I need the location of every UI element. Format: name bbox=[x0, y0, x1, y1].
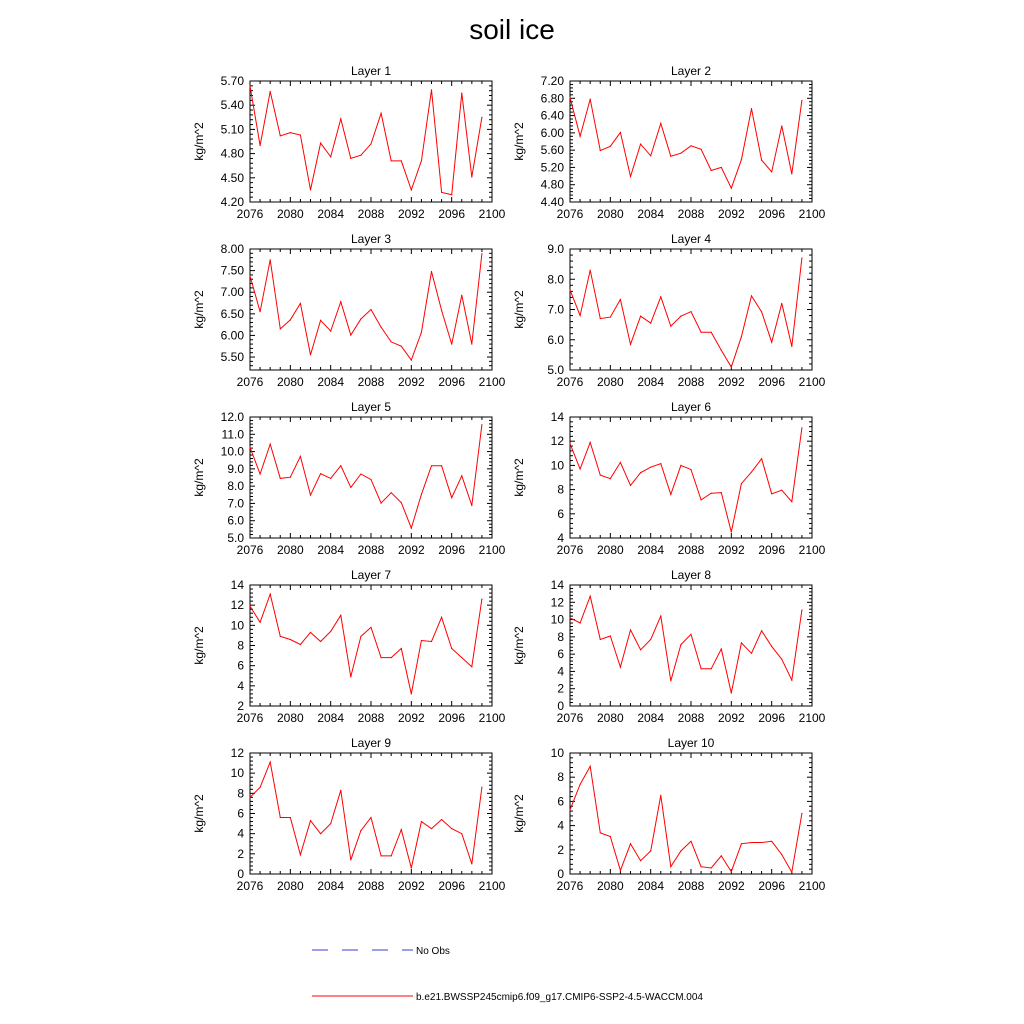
x-tick-label: 2100 bbox=[478, 375, 506, 389]
page-title: soil ice bbox=[469, 14, 555, 45]
x-tick-label: 2100 bbox=[798, 543, 826, 557]
y-axis-label: kg/m^2 bbox=[192, 290, 206, 329]
x-tick-label: 2084 bbox=[637, 375, 665, 389]
y-axis-label: kg/m^2 bbox=[512, 458, 526, 497]
x-tick-label: 2084 bbox=[317, 879, 345, 893]
x-tick-label: 2092 bbox=[397, 543, 425, 557]
x-tick-label: 2076 bbox=[236, 375, 264, 389]
x-tick-label: 2088 bbox=[677, 879, 705, 893]
y-tick-label: 6.00 bbox=[220, 328, 244, 343]
panel-title: Layer 2 bbox=[670, 64, 712, 78]
y-tick-label: 4 bbox=[557, 818, 564, 833]
y-tick-label: 0 bbox=[237, 867, 244, 881]
x-tick-label: 2088 bbox=[357, 375, 385, 389]
x-tick-label: 2080 bbox=[276, 207, 304, 221]
y-tick-label: 4.80 bbox=[220, 146, 244, 161]
x-tick-label: 2088 bbox=[357, 879, 385, 893]
x-tick-label: 2084 bbox=[637, 879, 665, 893]
y-tick-label: 8 bbox=[237, 786, 244, 801]
y-tick-label: 8 bbox=[557, 770, 564, 785]
y-tick-label: 10 bbox=[230, 618, 244, 633]
x-tick-label: 2084 bbox=[637, 543, 665, 557]
x-tick-label: 2092 bbox=[717, 207, 745, 221]
x-tick-label: 2080 bbox=[596, 375, 624, 389]
y-tick-label: 14 bbox=[550, 410, 564, 424]
y-tick-label: 5.50 bbox=[220, 350, 244, 365]
y-tick-label: 8.00 bbox=[220, 242, 244, 256]
x-tick-label: 2092 bbox=[397, 879, 425, 893]
x-tick-label: 2084 bbox=[317, 543, 345, 557]
x-tick-label: 2100 bbox=[478, 207, 506, 221]
x-tick-label: 2092 bbox=[397, 375, 425, 389]
y-axis-label: kg/m^2 bbox=[512, 626, 526, 665]
panel-title: Layer 9 bbox=[350, 736, 392, 750]
y-tick-label: 4.20 bbox=[220, 195, 244, 209]
y-tick-label: 8 bbox=[557, 482, 564, 497]
y-tick-label: 6 bbox=[237, 658, 244, 673]
x-tick-label: 2100 bbox=[798, 375, 826, 389]
x-tick-label: 2100 bbox=[798, 711, 826, 725]
x-tick-label: 2100 bbox=[478, 711, 506, 725]
y-tick-label: 5.20 bbox=[540, 160, 564, 175]
x-tick-label: 2088 bbox=[357, 207, 385, 221]
x-tick-label: 2080 bbox=[596, 543, 624, 557]
x-tick-label: 2096 bbox=[758, 711, 786, 725]
x-tick-label: 2088 bbox=[357, 543, 385, 557]
x-tick-label: 2084 bbox=[637, 207, 665, 221]
y-axis-label: kg/m^2 bbox=[192, 122, 206, 161]
x-tick-label: 2088 bbox=[677, 543, 705, 557]
x-tick-label: 2096 bbox=[758, 375, 786, 389]
y-tick-label: 4 bbox=[557, 664, 564, 679]
y-tick-label: 8.0 bbox=[547, 272, 564, 287]
x-tick-label: 2096 bbox=[758, 207, 786, 221]
y-tick-label: 2 bbox=[237, 846, 244, 861]
y-tick-label: 4.40 bbox=[540, 195, 564, 209]
y-tick-label: 6 bbox=[237, 806, 244, 821]
x-tick-label: 2080 bbox=[276, 711, 304, 725]
x-tick-label: 2076 bbox=[236, 711, 264, 725]
y-axis-label: kg/m^2 bbox=[512, 122, 526, 161]
y-tick-label: 4 bbox=[557, 531, 564, 545]
y-tick-label: 12 bbox=[230, 746, 244, 760]
y-tick-label: 4.80 bbox=[540, 177, 564, 192]
y-tick-label: 12 bbox=[230, 598, 244, 613]
y-tick-label: 10 bbox=[550, 746, 564, 760]
x-tick-label: 2088 bbox=[677, 375, 705, 389]
x-tick-label: 2076 bbox=[556, 375, 584, 389]
x-tick-label: 2096 bbox=[758, 543, 786, 557]
x-tick-label: 2100 bbox=[798, 879, 826, 893]
y-tick-label: 6 bbox=[557, 794, 564, 809]
y-tick-label: 5.70 bbox=[220, 74, 244, 88]
x-tick-label: 2096 bbox=[758, 879, 786, 893]
x-tick-label: 2092 bbox=[717, 879, 745, 893]
y-tick-label: 4 bbox=[237, 826, 244, 841]
panel-title: Layer 3 bbox=[350, 232, 392, 246]
y-tick-label: 7.50 bbox=[220, 263, 244, 278]
x-tick-label: 2088 bbox=[357, 711, 385, 725]
y-axis-label: kg/m^2 bbox=[512, 290, 526, 329]
x-tick-label: 2092 bbox=[397, 207, 425, 221]
x-tick-label: 2096 bbox=[438, 375, 466, 389]
panel-title: Layer 5 bbox=[350, 400, 392, 414]
y-tick-label: 8.0 bbox=[227, 479, 244, 494]
y-tick-label: 0 bbox=[557, 867, 564, 881]
x-tick-label: 2084 bbox=[317, 375, 345, 389]
y-tick-label: 6.0 bbox=[227, 513, 244, 528]
y-tick-label: 12 bbox=[550, 595, 564, 610]
x-tick-label: 2076 bbox=[556, 543, 584, 557]
y-tick-label: 0 bbox=[557, 699, 564, 713]
y-tick-label: 11.0 bbox=[221, 427, 244, 442]
y-tick-label: 8 bbox=[237, 638, 244, 653]
x-tick-label: 2080 bbox=[596, 711, 624, 725]
panel-title: Layer 4 bbox=[670, 232, 712, 246]
y-axis-label: kg/m^2 bbox=[512, 794, 526, 833]
y-tick-label: 7.00 bbox=[220, 285, 244, 300]
x-tick-label: 2084 bbox=[317, 207, 345, 221]
x-tick-label: 2092 bbox=[717, 375, 745, 389]
x-tick-label: 2076 bbox=[236, 207, 264, 221]
y-axis-label: kg/m^2 bbox=[192, 458, 206, 497]
x-tick-label: 2092 bbox=[717, 543, 745, 557]
y-tick-label: 10 bbox=[550, 458, 564, 473]
x-tick-label: 2076 bbox=[236, 543, 264, 557]
y-tick-label: 4 bbox=[237, 678, 244, 693]
x-tick-label: 2080 bbox=[276, 879, 304, 893]
panel-title: Layer 6 bbox=[670, 400, 712, 414]
legend-obs-label: No Obs bbox=[416, 946, 450, 957]
y-tick-label: 5.40 bbox=[220, 98, 244, 113]
panel-title: Layer 7 bbox=[350, 568, 392, 582]
y-axis-label: kg/m^2 bbox=[192, 626, 206, 665]
y-tick-label: 14 bbox=[550, 578, 564, 592]
y-tick-label: 12.0 bbox=[220, 410, 244, 424]
y-tick-label: 6.0 bbox=[547, 332, 564, 347]
y-tick-label: 6 bbox=[557, 647, 564, 662]
y-tick-label: 8 bbox=[557, 629, 564, 644]
x-tick-label: 2100 bbox=[478, 879, 506, 893]
y-tick-label: 5.0 bbox=[227, 531, 244, 545]
y-tick-label: 7.0 bbox=[227, 496, 244, 511]
y-tick-label: 9.0 bbox=[547, 242, 564, 256]
x-tick-label: 2096 bbox=[438, 879, 466, 893]
y-tick-label: 2 bbox=[237, 699, 244, 713]
y-tick-label: 6.00 bbox=[540, 125, 564, 140]
y-tick-label: 7.20 bbox=[540, 74, 564, 88]
x-tick-label: 2092 bbox=[717, 711, 745, 725]
y-axis-label: kg/m^2 bbox=[192, 794, 206, 833]
y-tick-label: 2 bbox=[557, 681, 564, 696]
panel-title: Layer 8 bbox=[670, 568, 712, 582]
panel-title: Layer 1 bbox=[350, 64, 392, 78]
x-tick-label: 2084 bbox=[317, 711, 345, 725]
legend-model-label: b.e21.BWSSP245cmip6.f09_g17.CMIP6-SSP2-4.5-WACCM.004 bbox=[416, 992, 703, 1003]
y-tick-label: 10 bbox=[230, 766, 244, 781]
x-tick-label: 2096 bbox=[438, 711, 466, 725]
y-tick-label: 6.40 bbox=[540, 108, 564, 123]
x-tick-label: 2088 bbox=[677, 711, 705, 725]
x-tick-label: 2076 bbox=[556, 711, 584, 725]
x-tick-label: 2084 bbox=[637, 711, 665, 725]
y-tick-label: 6.80 bbox=[540, 91, 564, 106]
y-tick-label: 5.0 bbox=[547, 363, 564, 377]
x-tick-label: 2076 bbox=[236, 879, 264, 893]
y-tick-label: 5.10 bbox=[220, 122, 244, 137]
y-tick-label: 9.0 bbox=[227, 461, 244, 476]
y-tick-label: 6.50 bbox=[220, 306, 244, 321]
y-tick-label: 4.50 bbox=[220, 170, 244, 185]
x-tick-label: 2076 bbox=[556, 207, 584, 221]
x-tick-label: 2080 bbox=[596, 879, 624, 893]
x-tick-label: 2080 bbox=[276, 543, 304, 557]
y-tick-label: 6 bbox=[557, 506, 564, 521]
x-tick-label: 2088 bbox=[677, 207, 705, 221]
x-tick-label: 2092 bbox=[397, 711, 425, 725]
y-tick-label: 10 bbox=[550, 612, 564, 627]
x-tick-label: 2076 bbox=[556, 879, 584, 893]
y-tick-label: 7.0 bbox=[547, 302, 564, 317]
y-tick-label: 10.0 bbox=[220, 444, 244, 459]
x-tick-label: 2096 bbox=[438, 543, 466, 557]
y-tick-label: 5.60 bbox=[540, 143, 564, 158]
x-tick-label: 2080 bbox=[596, 207, 624, 221]
x-tick-label: 2096 bbox=[438, 207, 466, 221]
x-tick-label: 2100 bbox=[798, 207, 826, 221]
panel-title: Layer 10 bbox=[667, 736, 715, 750]
y-tick-label: 12 bbox=[550, 434, 564, 449]
y-tick-label: 2 bbox=[557, 842, 564, 857]
y-tick-label: 14 bbox=[230, 578, 244, 592]
x-tick-label: 2080 bbox=[276, 375, 304, 389]
x-tick-label: 2100 bbox=[478, 543, 506, 557]
